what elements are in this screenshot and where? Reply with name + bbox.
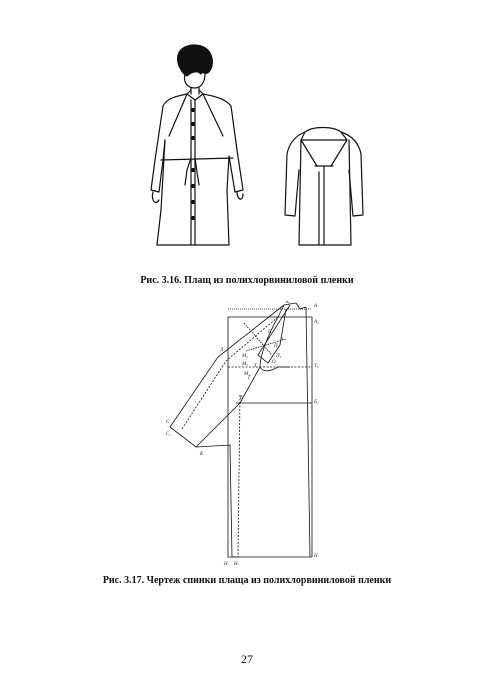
svg-text:О: О [272, 360, 276, 365]
svg-text:Т₁: Т₁ [314, 364, 319, 369]
svg-text:Б₁: Б₁ [314, 400, 319, 405]
svg-text:С: С [166, 420, 170, 425]
svg-text:Б: Б [240, 396, 243, 401]
svg-text:Н₁: Н₁ [224, 562, 230, 565]
svg-text:П₁: П₁ [274, 344, 280, 349]
svg-text:М₄: М₄ [244, 372, 250, 377]
svg-text:Г: Г [248, 376, 251, 381]
svg-text:а₀: а₀ [286, 300, 291, 305]
coat-back-pattern-drawing [160, 295, 335, 565]
page-number: 27 [241, 652, 253, 666]
figure-3-17-caption: Рис. 3.17. Чертеж спинки плаща из полихлорвиниловой пленки [102, 575, 392, 586]
svg-text:М₂: М₂ [242, 354, 248, 359]
figure-3-16-caption: Рис. 3.16. Плащ из полихлорвиниловой пленки [140, 275, 354, 286]
svg-text:Р: Р [280, 338, 284, 343]
svg-text:А₁: А₁ [314, 320, 319, 325]
svg-text:Т: Т [254, 364, 257, 369]
svg-text:П: П [268, 330, 272, 335]
svg-text:Н: Н [314, 554, 318, 559]
coat-illustration [125, 40, 375, 265]
svg-text:М₃: М₃ [242, 362, 248, 367]
svg-text:П₂: П₂ [276, 354, 282, 359]
drawing-point-labels [166, 300, 319, 565]
svg-text:А: А [314, 304, 318, 309]
svg-text:К: К [200, 452, 204, 457]
svg-text:С₁: С₁ [166, 432, 172, 437]
svg-text:Н₂: Н₂ [234, 562, 240, 565]
svg-text:Л: Л [220, 348, 224, 353]
